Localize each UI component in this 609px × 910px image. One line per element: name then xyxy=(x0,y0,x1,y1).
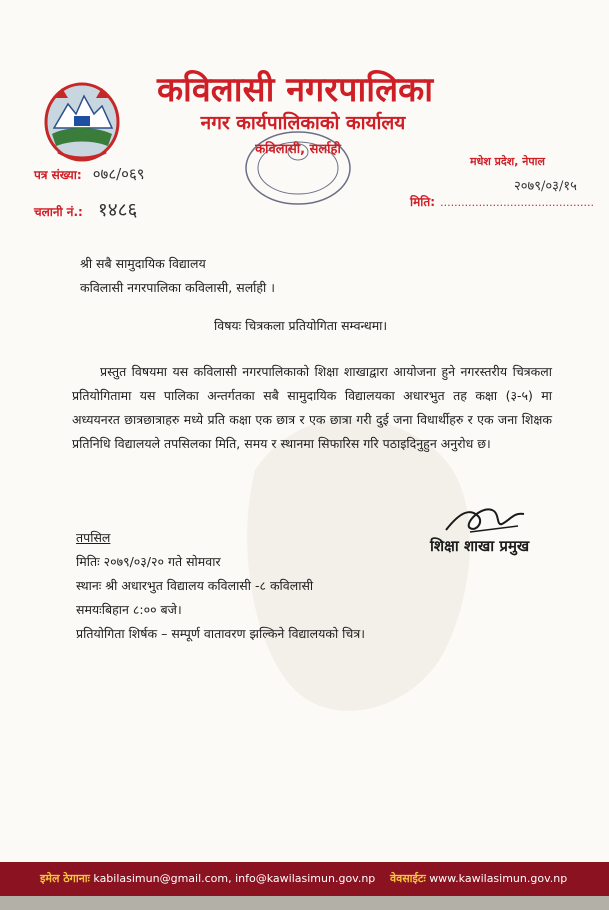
chalani-label: चलानी नं.: xyxy=(34,205,83,219)
details-date: मितिः २०७९/०३/२० गते सोमवार xyxy=(76,554,221,569)
miti-dotted-line: ............................................ xyxy=(440,196,594,209)
miti-value: २०७९/०३/१५ xyxy=(514,179,577,194)
chalani-value: १४८६ xyxy=(97,199,138,221)
recipient-line-1: श्री सबै सामुदायिक विद्यालय xyxy=(80,256,206,271)
office-subtitle: नगर कार्यपालिकाको कार्यालय xyxy=(200,112,406,134)
patra-label: पत्र संख्या: xyxy=(34,168,82,182)
footer-strip xyxy=(0,896,609,910)
office-name: कविलासी नगरपालिका xyxy=(156,70,434,110)
recipient-line-2: कविलासी नगरपालिका कविलासी, सर्लाही । xyxy=(80,280,275,295)
details-topic: प्रतियोगिता शिर्षक – सम्पूर्ण वातावरण झल्किने विद्यालयको चित्र। xyxy=(76,626,365,641)
details-heading: तपसिल xyxy=(76,530,111,545)
patra-row xyxy=(34,164,145,184)
patra-value: ०७८/०६९ xyxy=(92,165,145,183)
email-value[interactable]: kabilasimun@gmail.com, info@kawilasimun.gov.np xyxy=(93,872,376,885)
office-address: कविलासी, सर्लाही xyxy=(255,142,341,157)
footer-website xyxy=(390,871,567,886)
body-paragraph: प्रस्तुत विषयमा यस कविलासी नगरपालिकाको शिक्षा शाखाद्वारा आयोजना हुने नगरस्तरीय चित्रकला प्रतियोगितामा यस पालिका अन्तर्गतका सबै सामुदायिक विद्यालयका अधारभुत तह कक्षा (३-५) मा अध्ययनरत छात्रछात्राहरु मध्ये प्रति कक्षा एक छात्र र एक छात्रा गरी दुई जना विधार्थीहरु र एक जना शिक्षक प्रतिनिधि विद्यालयले तपसिलका मिति, समय र स्थानमा सिफारिस गरि पठाइदिनुहुन अनुरोध छ। xyxy=(72,364,552,451)
nepal-government-emblem-icon xyxy=(36,74,128,166)
details-place: स्थानः श्री अधारभुत विद्यालय कविलासी -८ कविलासी xyxy=(76,578,314,593)
miti-label: मिति: xyxy=(410,195,436,209)
footer-email xyxy=(40,871,375,886)
website-value[interactable]: www.kawilasimun.gov.np xyxy=(429,872,568,885)
details-time: समयःबिहान ८:०० बजे। xyxy=(76,602,182,617)
signature-title: शिक्षा शाखा प्रमुख xyxy=(430,537,530,555)
province: मधेश प्रदेश, नेपाल xyxy=(470,155,545,168)
email-label: इमेल ठेगानाः xyxy=(40,872,90,885)
miti-row xyxy=(410,191,594,210)
signature-scribble xyxy=(440,502,530,538)
chalani-row xyxy=(34,196,137,222)
website-label: वेवसाईटः xyxy=(390,872,426,885)
subject-line: विषयः चित्रकला प्रतियोगिता सम्वन्धमा। xyxy=(214,318,388,333)
